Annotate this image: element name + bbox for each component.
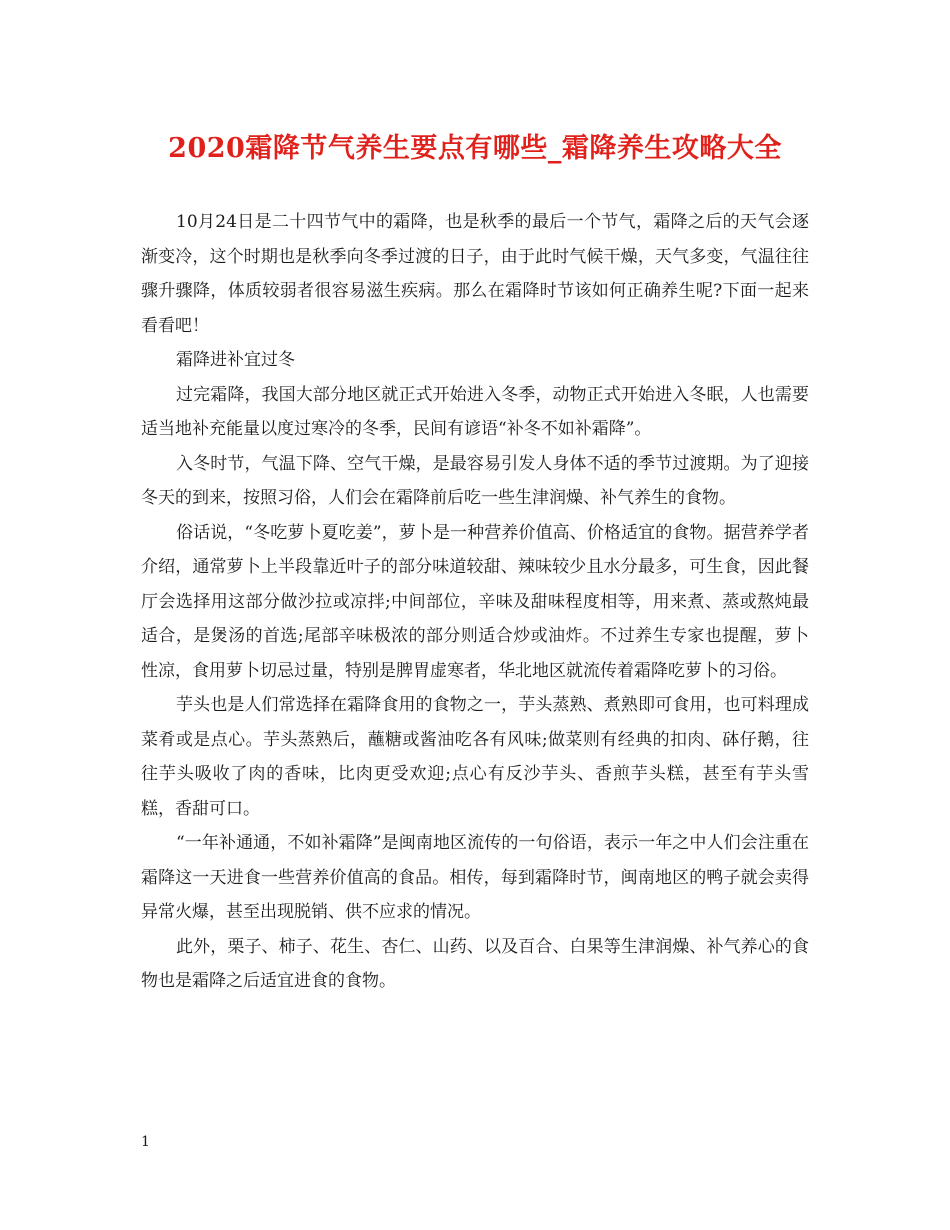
page-title: 2020霜降节气养生要点有哪些_霜降养生攻略大全 xyxy=(168,133,782,164)
paragraph: “一年补通通，不如补霜降”是闽南地区流传的一句俗语，表示一年之中人们会注重在霜降这一天进食一些营养价值高的食品。相传，每到霜降时节，闽南地区的鸭子就会卖得异常火爆，甚至出现脱销、供不应求的情况。 xyxy=(141,833,809,922)
paragraph: 此外，栗子、柿子、花生、杏仁、山药、以及百合、白果等生津润燥、补气养心的食物也是霜降之后适宜进食的食物。 xyxy=(141,936,809,991)
section-heading: 霜降进补宜过冬 xyxy=(176,350,295,370)
paragraph: 俗话说，“冬吃萝卜夏吃姜”，萝卜是一种营养价值高、价格适宜的食物。据营养学者介绍，通常萝卜上半段靠近叶子的部分味道较甜、辣味较少且水分最多，可生食，因此餐厅会选择用这部分做沙拉或凉拌;中间部位，辛味及甜味程度相等，用来煮、蒸或熬炖最适合，是煲汤的首选;尾部辛味极浓的部分则适合炒或油炸。不过养生专家也提醒，萝卜性凉，食用萝卜切忌过量，特别是脾胃虚寒者，华北地区就流传着霜降吃萝卜的习俗。 xyxy=(141,522,809,681)
paragraph: 入冬时节，气温下降、空气干燥，是最容易引发人身体不适的季节过渡期。为了迎接冬天的到来，按照习俗，人们会在霜降前后吃一些生津润燥、补气养生的食物。 xyxy=(141,453,809,508)
paragraph: 过完霜降，我国大部分地区就正式开始进入冬季，动物正式开始进入冬眠，人也需要适当地补充能量以度过寒冷的冬季，民间有谚语“补冬不如补霜降”。 xyxy=(141,384,809,439)
article-body xyxy=(141,205,809,999)
paragraph-intro: 10月24日是二十四节气中的霜降，也是秋季的最后一个节气，霜降之后的天气会逐渐变冷，这个时期也是秋季向冬季过渡的日子，由于此时气候干燥，天气多变，气温往往骤升骤降，体质较弱者很容易滋生疾病。那么在霜降时节该如何正确养生呢?下面一起来看看吧！ xyxy=(141,212,809,336)
page-number: 1 xyxy=(141,1134,150,1150)
paragraph: 芋头也是人们常选择在霜降食用的食物之一，芋头蒸熟、煮熟即可食用，也可料理成菜肴或是点心。芋头蒸熟后，蘸糖或酱油吃各有风味;做菜则有经典的扣肉、砵仔鹅，往往芋头吸收了肉的香味，比肉更受欢迎;点心有反沙芋头、香煎芋头糕，甚至有芋头雪糕，香甜可口。 xyxy=(141,695,809,819)
